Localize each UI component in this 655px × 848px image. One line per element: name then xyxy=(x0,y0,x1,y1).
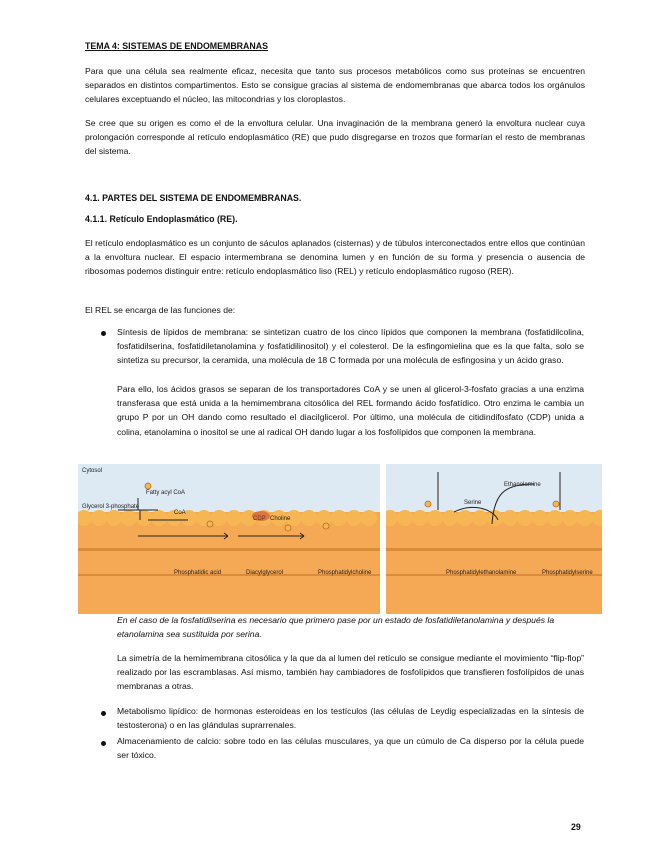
membrane-head xyxy=(106,510,122,526)
membrane-head xyxy=(412,510,428,526)
rel-intro: El REL se encarga de las funciones de: xyxy=(85,305,236,315)
figure-caption: En el caso de la fosfatidilserina es necesario que primero pase por un estado de fosfatidiletanolamina y después la etanolamina sea sustituida por serina. xyxy=(117,615,555,640)
membrane-head xyxy=(547,510,563,526)
label-phosphatidylethanolamine: Phosphatidylethanolamine xyxy=(446,570,517,576)
label-phosphatidylcholine: Phosphatidylcholine xyxy=(318,570,372,576)
membrane-head xyxy=(577,510,593,526)
membrane-head xyxy=(502,510,518,526)
label-diacylglycerol: Diacylglycerol xyxy=(246,570,284,576)
membrane-head xyxy=(562,510,578,526)
page-number: 29 xyxy=(571,822,581,832)
bullet-lipid-synthesis-detail: Para ello, los ácidos grasos se separan de los transportadores CoA y se unen al glicerol-3-fosfato gracias a una enzima transferasa que está unida a la hemimembrana citosólica del REL formando ácido fosfatídico. Otro enzima le cambia un grupo P por un OH dando como resultado el diacilglicerol. Por último, una molécula de citidindifosfato (CDP) unida a colina, etanolamina o inositol se une al radical OH dando lugar a los fosfolípidos que componen la membrana. xyxy=(117,384,584,437)
label-phosphatidic-acid: Phosphatidic acid xyxy=(174,570,222,576)
section-heading: 4.1. PARTES DEL SISTEMA DE ENDOMEMBRANAS. xyxy=(85,193,302,203)
label-ethanolamine: Ethanolamine xyxy=(504,482,541,488)
membrane-head xyxy=(361,510,377,526)
membrane-diagram-left xyxy=(78,464,380,614)
membrane-head xyxy=(91,510,107,526)
subsection-heading: 4.1.1. Retículo Endoplasmático (RE). xyxy=(85,214,238,224)
membrane-head xyxy=(427,510,443,526)
membrane-head xyxy=(472,510,488,526)
page-title: TEMA 4: SISTEMAS DE ENDOMEMBRANAS xyxy=(85,41,268,51)
membrane-head xyxy=(487,510,503,526)
label-fatty-acyl-coa: Fatty acyl CoA xyxy=(146,490,186,496)
membrane-head xyxy=(226,510,242,526)
intro-paragraph-2: Se cree que su origen es como el de la envoltura celular. Una invaginación de la membrana generó la envoltura nuclear cuya prolongación corresponde al retículo endoplasmático (RE) que pudo disgregarse en trozos que formarían el resto de membranas del sistema. xyxy=(85,118,585,157)
membrane-head xyxy=(151,510,167,526)
membrane-head xyxy=(457,510,473,526)
membrane-head xyxy=(532,510,548,526)
bullet-calcium-storage: Almacenamiento de calcio: sobre todo en las células musculares, ya que un cúmulo de Ca disperso por la célula puede ser tóxico. xyxy=(117,736,584,761)
membrane-head xyxy=(346,510,362,526)
membrane-head xyxy=(442,510,458,526)
membrane-head xyxy=(211,510,227,526)
label-cytosol: Cytosol xyxy=(82,468,103,474)
label-glycerol-3-phosphate: Glycerol 3-phosphate xyxy=(82,504,140,510)
label-phosphatidylserine: Phosphatidylserine xyxy=(542,570,593,576)
membrane-head xyxy=(121,510,137,526)
flip-flop-paragraph: La simetría de la hemimembrana citosólica y la que da al lumen del retículo se consigue mediante el movimiento “flip-flop” realizado por las escramblasas. Así mismo, también hay cambiadores de fosfolípidos que transfieren fosfolípidos de unas membranas a otras. xyxy=(117,653,584,692)
membrane-head xyxy=(517,510,533,526)
membrane-head xyxy=(331,510,347,526)
label-coa: CoA xyxy=(174,510,186,516)
bullet-dot xyxy=(101,741,106,746)
bullet-lipid-metabolism: Metabolismo lipídico: de hormonas esteroideas en los testículos (las células de Leydig especializadas en la síntesis de testosterona) o en las glándulas suprarrenales. xyxy=(117,706,584,731)
label-choline: Choline xyxy=(270,516,291,522)
bullet-lipid-synthesis: Síntesis de lípidos de membrana: se sintetizan cuatro de los cinco lípidos que componen la membrana (fosfatidilcolina, fosfatidilserina, fosfatidiletanolamina y fosfatidilinositol) y el colesterol. De la esfingomielina que es la que falta, solo se sintetiza su precursor, la ceramida, una molécula de 18 C formada por una molécula de esfingosina y un ácido graso. xyxy=(117,327,584,366)
figure-phosphatidylserine-conversion xyxy=(384,464,602,614)
intro-paragraph-1: Para que una célula sea realmente eficaz, necesita que tanto sus procesos metabólicos como sus proteínas se encuentren separados en distintos compartimentos. Esto se consigue gracias al sistema de endomembranas que abarca todos los orgánulos celulares exceptuando el núcleo, las mitocondrias y los cloroplastos. xyxy=(85,66,585,105)
bullet-dot xyxy=(101,711,106,716)
figure-phospholipid-synthesis xyxy=(78,464,380,614)
membrane-head xyxy=(301,510,317,526)
bullet-dot xyxy=(101,331,106,336)
re-paragraph: El retículo endoplasmático es un conjunto de sáculos aplanados (cisternas) y de túbulos interconectados entre ellos que continúan a la envoltura nuclear. El espacio intermembrana se denomina lumen y en función de su forma y presencia o ausencia de ribosomas podemos distinguir entre: retículo endoplasmático liso (REL) y retículo endoplasmático rugoso (RER). xyxy=(85,238,585,277)
label-serine: Serine xyxy=(464,500,482,506)
membrane-diagram-right xyxy=(384,464,602,614)
membrane-head xyxy=(136,510,152,526)
membrane-head xyxy=(397,510,413,526)
